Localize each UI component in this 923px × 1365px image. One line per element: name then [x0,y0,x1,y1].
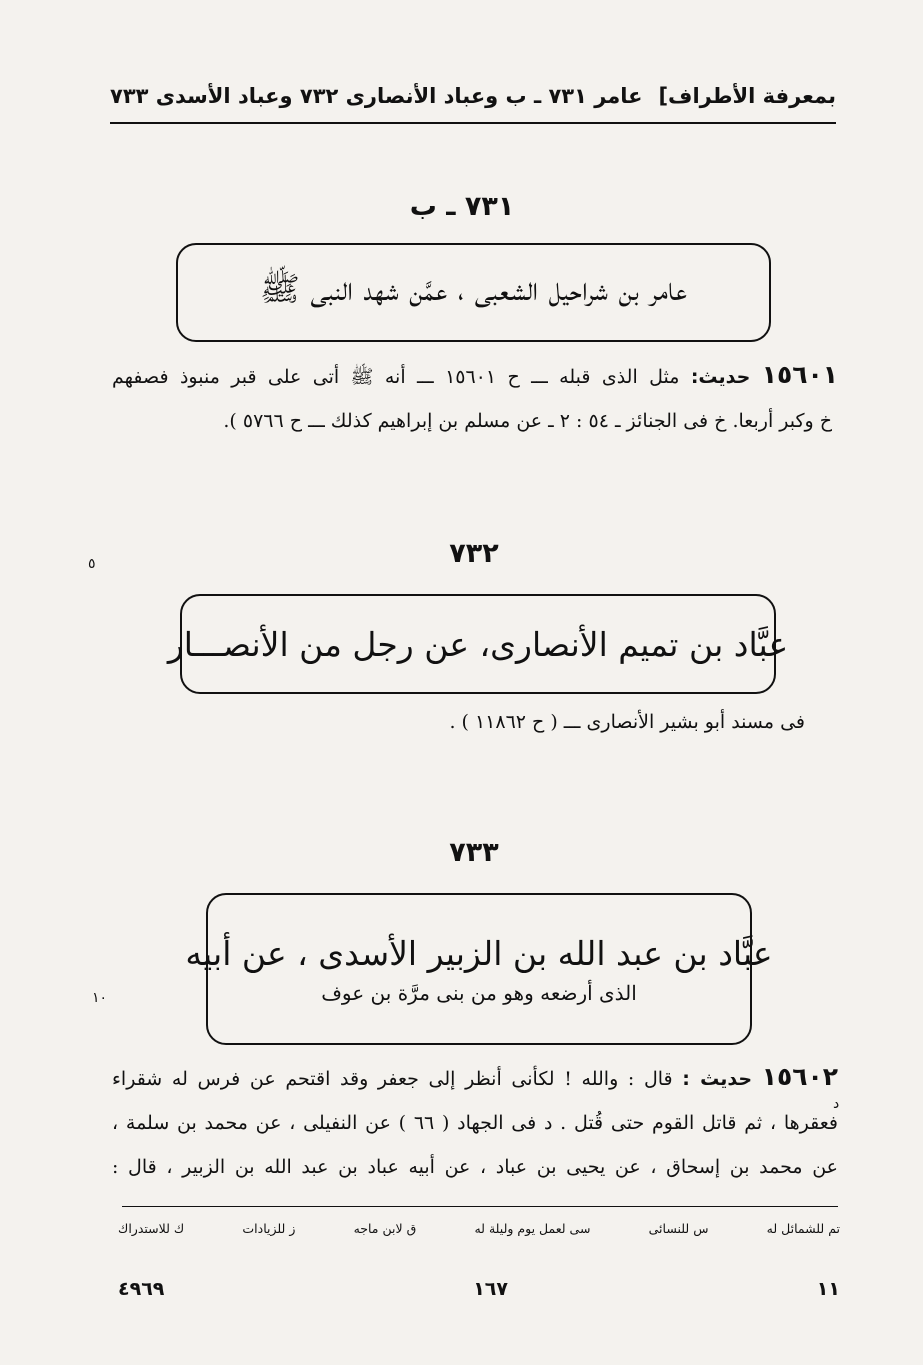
page-footer [118,1278,840,1300]
header-book-title: بمعرفة الأطراف] [658,84,836,108]
abbreviation-legend [118,1221,840,1236]
narrator-subtitle: الذى أرضعه وهو من بنى مرَّة بن عوف [321,980,637,1005]
margin-line-marker: ٥ [88,556,96,572]
hadith-text: قال : والله ! لكأنى أنظر إلى جعفر وقد اقتحم عن فرس له شقراء [112,1068,673,1090]
header-divider [110,122,836,124]
hadith-text: مثل الذى قبله ـــ ح ١٥٦٠١ ـــ أنه ﷺ أتى على قبر منبوذ فصفهم [112,366,680,388]
narrator-title-box [185,893,773,1045]
legend-item: سى لعمل يوم وليلة له [474,1221,591,1236]
hadith-number: ١٥٦٠١ [761,360,838,389]
footnote-divider [122,1206,838,1207]
entry-number: ٧٣٢ [449,538,499,569]
volume-number: ١١ [816,1278,840,1300]
narrator-title-box [176,243,771,342]
hadith-label: حديث: [690,366,751,388]
narrator-title: عبَّاد بن تميم الأنصارى، عن رجل من الأنصـــار [167,624,789,664]
page-number: ١٦٧ [473,1278,508,1300]
legend-item: تم للشمائل له [766,1221,840,1236]
legend-item: ز للزيادات [242,1221,296,1236]
hadith-paragraph [112,1055,838,1189]
cumulative-page-number: ٤٩٦٩ [118,1278,165,1300]
entry-number: ٧٣١ ـ ب [409,191,515,222]
margin-symbol: د [833,1096,840,1112]
hadith-line: خ وكبر أربعا. خ فى الجنائز ـ ٥٤ : ٢ ـ عن مسلم بن إبراهيم كذلك ـــ ح ٥٧٦٦ ). [223,410,832,432]
hadith-number: ١٥٦٠٢ [761,1062,838,1091]
legend-item: س للنسائى [648,1221,709,1236]
hadith-paragraph [112,353,838,443]
legend-item: ك للاستدراك [118,1221,185,1236]
margin-line-marker: ١٠ [92,990,108,1006]
hadith-line [112,1055,838,1101]
header-entry-range: عامر ٧٣١ ـ ب وعباد الأنصارى ٧٣٢ وعباد الأسدى ٧٣٣ [110,84,643,108]
hadith-line: عن محمد بن إسحاق ، عن يحيى بن عباد ، عن أبيه عباد بن عبد الله بن الزبير ، قال : [112,1156,838,1178]
hadith-line [112,353,838,399]
hadith-line: فعقرها ، ثم قاتل القوم حتى قُتل . د فى الجهاد ( ٦٦ ) عن النفيلى ، عن محمد بن سلمة ، [112,1112,838,1134]
cross-reference-note: فى مسند أبو بشير الأنصارى ـــ ( ح ١١٨٦٢ ) . [449,711,805,733]
narrator-title-box [167,594,789,694]
running-header [110,76,836,116]
legend-item: ق لابن ماجه [353,1221,417,1236]
entry-number: ٧٣٣ [449,837,499,868]
narrator-title: عامر بن شراحيل الشعبى ، عمَّن شهد النبى ﷺ [260,268,688,308]
narrator-title: عبَّاد بن عبد الله بن الزبير الأسدى ، عن أبيه [185,933,773,973]
hadith-label: حديث : [682,1068,753,1090]
